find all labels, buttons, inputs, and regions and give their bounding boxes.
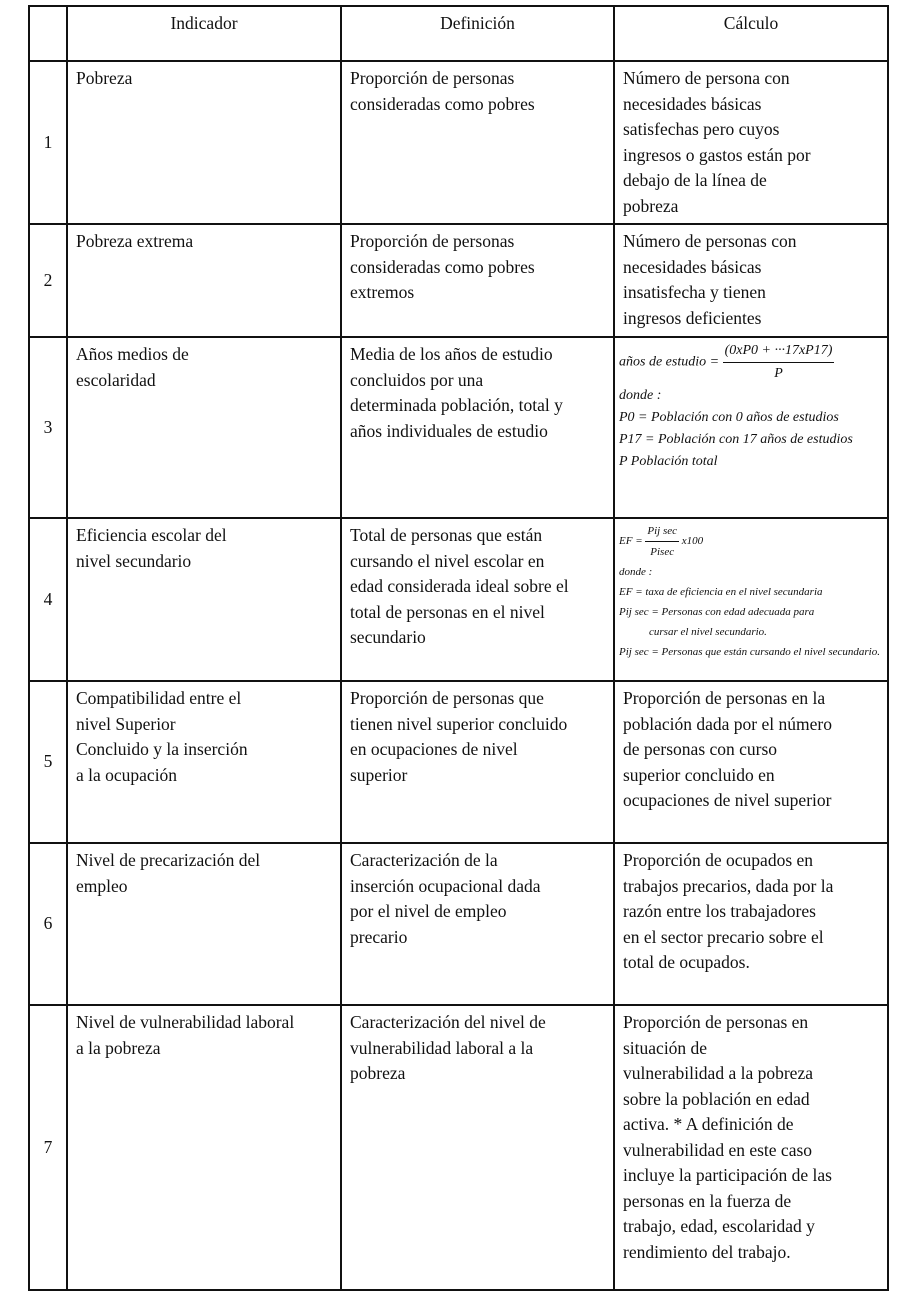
definicion-line: concluidos por una (350, 369, 484, 390)
definicion-cell (341, 337, 614, 518)
indicador-cell (67, 1005, 341, 1290)
definicion-line: en ocupaciones de nivel (350, 739, 518, 759)
calculo-line: población dada por el número (623, 713, 832, 734)
calculo-cell (614, 61, 888, 224)
calculo-line: personas en la fuerza de (623, 1190, 792, 1211)
calculo-cell (614, 681, 888, 843)
calculo-cell (614, 843, 888, 1005)
definicion-line: pobreza (350, 1063, 406, 1083)
indicators-table (28, 5, 889, 1291)
definicion-line: Media de los años de estudio (350, 344, 553, 364)
calculo-cell (614, 1005, 888, 1290)
calculo-line: Número de persona con (623, 68, 790, 88)
row-number: 6 (29, 843, 67, 1005)
calculo-line: ingresos deficientes (623, 307, 762, 328)
header-calculo: Cálculo (614, 6, 888, 61)
formula-line: cursar el nivel secundario. (649, 626, 767, 638)
indicador-line: Compatibilidad entre el (76, 688, 242, 708)
table-row (29, 1005, 888, 1290)
definicion-line: Proporción de personas (350, 68, 515, 88)
definicion-cell (341, 61, 614, 224)
header-definicion: Definición (341, 6, 614, 61)
formula-denominator: P (774, 366, 783, 381)
calculo-line: pobreza (623, 195, 679, 216)
calculo-line: debajo de la línea de (623, 170, 767, 190)
definicion-line: consideradas como pobres (350, 256, 535, 277)
indicador-line: Pobreza extrema (76, 231, 194, 251)
formula-line: P0 = Población con 0 años de estudios (619, 410, 839, 425)
definicion-line: total de personas en el nivel (350, 601, 545, 622)
calculo-line: trabajos precarios, dada por la (623, 875, 834, 896)
calculo-line: satisfechas pero cuyos (623, 119, 780, 139)
indicador-cell (67, 681, 341, 843)
indicador-line: nivel secundario (76, 550, 192, 571)
indicador-line: Años medios de (76, 344, 189, 364)
indicador-line: a la ocupación (76, 764, 178, 785)
calculo-line: vulnerabilidad a la pobreza (623, 1063, 813, 1083)
calculo-line: trabajo, edad, escolaridad y (623, 1216, 815, 1236)
formula-line: P17 = Población con 17 años de estudios (619, 432, 853, 447)
formula-donde: donde : (619, 388, 662, 403)
formula-line: Pij sec = Personas con edad adecuada para (619, 606, 815, 618)
calculo-line: total de ocupados. (623, 952, 750, 972)
calculo-line: superior concluido en (623, 764, 775, 785)
calculo-line: en el sector precario sobre el (623, 926, 824, 947)
calculo-line: Proporción de personas en (623, 1012, 809, 1032)
formula-line: Pij sec = Personas que están cursando el nivel secundario. (619, 646, 880, 658)
definicion-line: Caracterización de la (350, 850, 498, 870)
indicador-cell (67, 224, 341, 337)
definicion-cell (341, 518, 614, 681)
calculo-line: necesidades básicas (623, 256, 762, 277)
indicador-line: Eficiencia escolar del (76, 525, 227, 545)
calculo-cell (614, 224, 888, 337)
indicador-line: Pobreza (76, 68, 133, 88)
header-num (29, 6, 67, 61)
definicion-line: tienen nivel superior concluido (350, 713, 568, 734)
calculo-line: activa. * A definición de (623, 1114, 794, 1134)
definicion-line: secundario (350, 627, 426, 647)
definicion-cell (341, 843, 614, 1005)
row-number: 1 (29, 61, 67, 224)
row-number: 7 (29, 1005, 67, 1290)
calculo-line: Número de personas con (623, 231, 797, 251)
definicion-line: Proporción de personas que (350, 688, 544, 708)
formula-lhs: años de estudio = (619, 354, 720, 370)
calculo-line: sobre la población en edad (623, 1088, 810, 1109)
calculo-line: incluye la participación de las (623, 1165, 832, 1185)
table-row (29, 843, 888, 1005)
indicador-line: empleo (76, 875, 128, 896)
definicion-line: determinada población, total y (350, 395, 563, 415)
calculo-line: vulnerabilidad en este caso (623, 1139, 813, 1160)
header-row (29, 6, 888, 61)
formula-line: P Población total (619, 454, 718, 469)
indicador-line: Nivel de vulnerabilidad laboral (76, 1012, 295, 1032)
definicion-line: inserción ocupacional dada (350, 875, 541, 896)
formula-denominator: Pisec (650, 546, 675, 558)
calculo-line: ocupaciones de nivel superior (623, 790, 832, 810)
table-row (29, 681, 888, 843)
calculo-line: de personas con curso (623, 739, 778, 759)
indicador-cell (67, 843, 341, 1005)
row-number: 2 (29, 224, 67, 337)
definicion-cell (341, 224, 614, 337)
definicion-line: Total de personas que están (350, 525, 543, 545)
row-number: 5 (29, 681, 67, 843)
calculo-line: situación de (623, 1037, 708, 1058)
formula-line: EF = taxa de eficiencia en el nivel secundaria (619, 586, 823, 598)
definicion-line: precario (350, 926, 408, 947)
definicion-cell (341, 681, 614, 843)
definicion-line: cursando el nivel escolar en (350, 550, 545, 571)
table-row (29, 337, 888, 518)
indicador-cell (67, 518, 341, 681)
indicador-line: Nivel de precarización del (76, 850, 261, 870)
indicador-line: nivel Superior (76, 713, 176, 734)
formula-rhs: x100 (681, 535, 704, 548)
indicador-cell (67, 337, 341, 518)
definicion-line: consideradas como pobres (350, 93, 535, 114)
calculo-line: Proporción de ocupados en (623, 850, 814, 870)
calculo-line: ingresos o gastos están por (623, 144, 811, 165)
definicion-line: Proporción de personas (350, 231, 515, 251)
formula-lhs: EF = (619, 535, 643, 548)
indicador-line: Concluido y la inserción (76, 739, 248, 759)
calculo-line: Proporción de personas en la (623, 688, 826, 708)
indicador-line: escolaridad (76, 369, 156, 390)
calculo-line: necesidades básicas (623, 93, 762, 114)
table-row (29, 224, 888, 337)
calculo-line: rendimiento del trabajo. (623, 1241, 791, 1262)
definicion-line: extremos (350, 282, 415, 302)
row-number: 4 (29, 518, 67, 681)
indicador-line: a la pobreza (76, 1037, 161, 1058)
definicion-line: vulnerabilidad laboral a la (350, 1037, 534, 1058)
row-number: 3 (29, 337, 67, 518)
table-row (29, 61, 888, 224)
calculo-line: razón entre los trabajadores (623, 901, 816, 921)
formula-numerator: Pij sec (645, 521, 679, 542)
definicion-line: por el nivel de empleo (350, 901, 507, 921)
definicion-line: edad considerada ideal sobre el (350, 576, 569, 596)
indicador-cell (67, 61, 341, 224)
calculo-formula (614, 518, 888, 681)
calculo-formula (614, 337, 888, 518)
definicion-line: años individuales de estudio (350, 420, 548, 441)
calculo-line: insatisfecha y tienen (623, 282, 766, 302)
definicion-line: superior (350, 764, 408, 785)
definicion-line: Caracterización del nivel de (350, 1012, 546, 1032)
formula-donde: donde : (619, 566, 653, 578)
header-indicador: Indicador (67, 6, 341, 61)
table-row (29, 518, 888, 681)
formula-numerator: (0xP0 + ···17xP17) (723, 340, 835, 363)
definicion-cell (341, 1005, 614, 1290)
